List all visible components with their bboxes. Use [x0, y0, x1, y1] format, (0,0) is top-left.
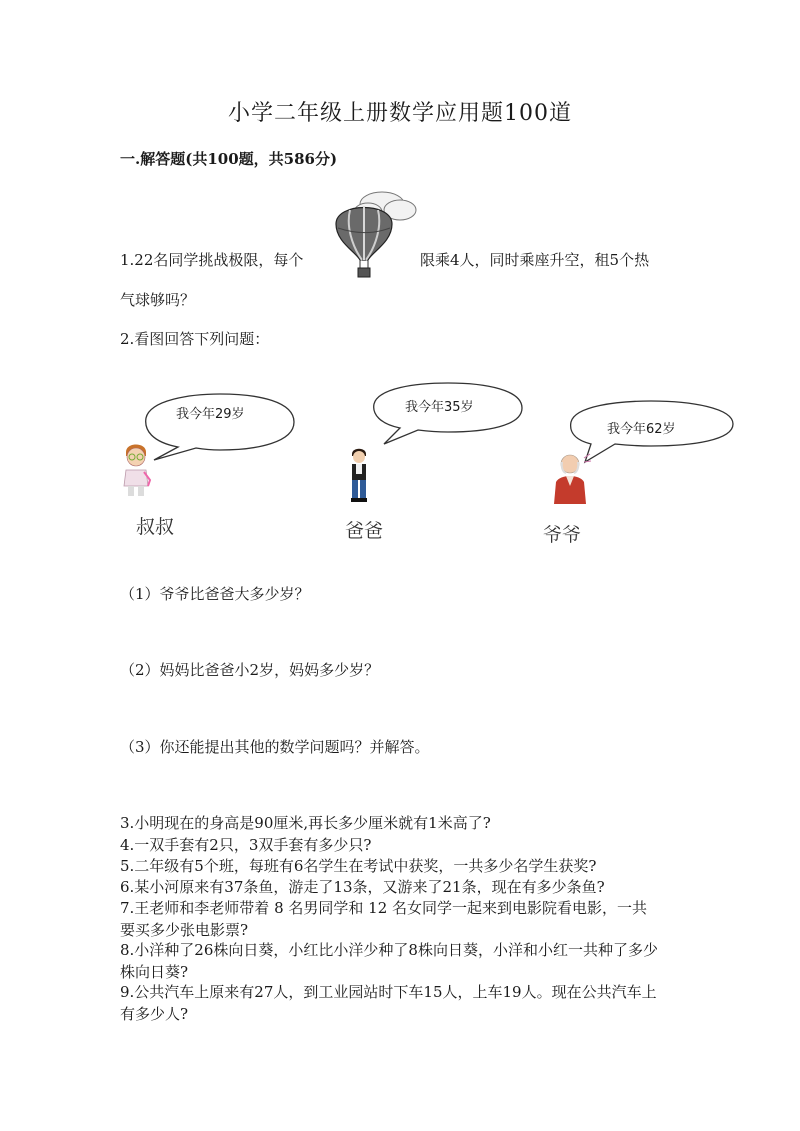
q2-sub2: （2）妈妈比爸爸小2岁，妈妈多少岁？	[120, 661, 380, 679]
question-3: 3.小明现在的身高是90厘米,再长多少厘米就有1米高了?	[120, 814, 491, 832]
grandpa-figure-icon	[548, 452, 592, 506]
hot-air-balloon-icon	[326, 188, 420, 284]
father-figure-icon	[346, 446, 372, 504]
uncle-speech: 我今年29岁	[176, 407, 245, 422]
section-heading: 一.解答题(共100题，共586分)	[120, 150, 338, 168]
question-9: 9.公共汽车上原来有27人，到工业园站时下车15人，上车19人。现在公共汽车上有多少人?	[120, 983, 657, 1023]
q1-text-line2: 气球够吗？	[120, 291, 196, 309]
document-title: 小学二年级上册数学应用题100道	[228, 101, 572, 126]
grandpa-label: 爷爷	[543, 524, 582, 546]
question-4: 4.一双手套有2只，3双手套有多少只?	[120, 836, 372, 854]
grandpa-speech: 我今年62岁	[607, 422, 676, 437]
father-speech: 我今年35岁	[405, 400, 474, 415]
question-8: 8.小洋种了26株向日葵，小红比小洋少种了8株向日葵，小洋和小红一共种了多少株向日葵?	[120, 941, 658, 981]
q2-prompt: 2.看图回答下列问题：	[120, 330, 270, 348]
father-label: 爸爸	[345, 520, 384, 542]
q2-sub1: （1）爷爷比爸爸大多少岁？	[120, 585, 310, 603]
question-5: 5.二年级有5个班，每班有6名学生在考试中获奖，一共多少名学生获奖?	[120, 857, 597, 875]
q1-text-before: 1.22名同学挑战极限，每个	[120, 251, 304, 269]
uncle-label: 叔叔	[136, 516, 175, 538]
q1-text-after: 限乘4人，同时乘座升空，租5个热	[420, 251, 650, 269]
question-7: 7.王老师和李老师带着 8 名男同学和 12 名女同学一起来到电影院看电影，一共要买多少张电影票?	[120, 899, 648, 939]
uncle-figure-icon	[118, 440, 154, 498]
q2-sub3: （3）你还能提出其他的数学问题吗？并解答。	[120, 738, 430, 756]
question-6: 6.某小河原来有37条鱼，游走了13条，又游来了21条，现在有多少条鱼?	[120, 878, 605, 896]
